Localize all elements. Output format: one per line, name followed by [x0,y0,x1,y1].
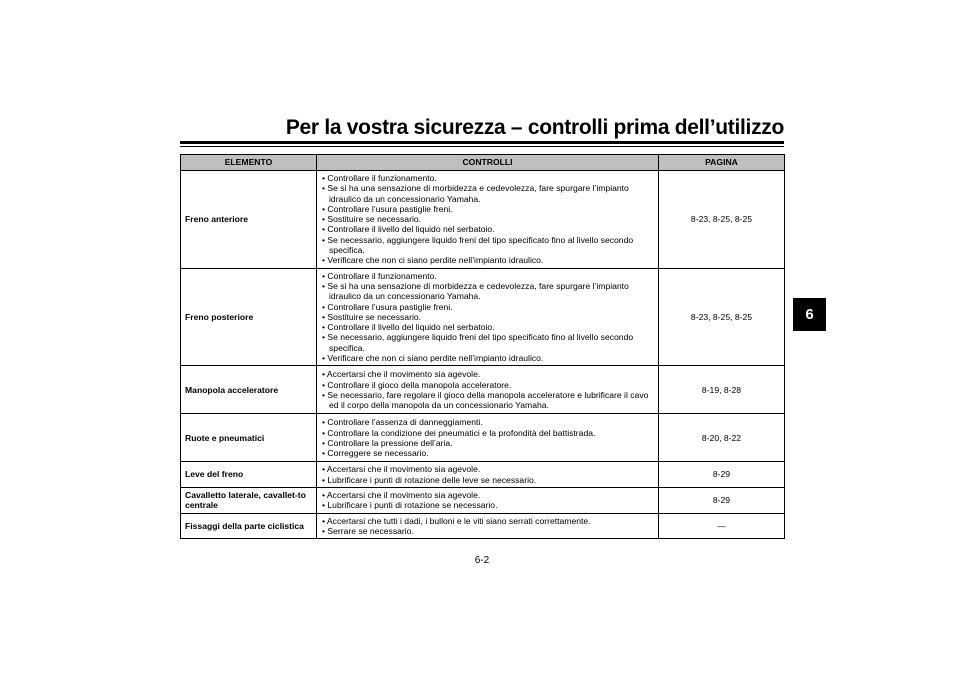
check-item: • Controllare il livello del liquido nel serbatoio. [322,224,495,235]
table-row [181,414,785,462]
title-rule-thick [180,141,784,144]
column-header-checks: CONTROLLI [317,155,659,171]
check-item: • Lubrificare i punti di rotazione delle leve se necessario. [322,474,537,485]
check-item: • Accertarsi che tutti i dadi, i bulloni e le viti siano serrati correttamente. [322,515,591,526]
check-item: • Controllare il funzionamento. [322,270,437,281]
page-title: Per la vostra sicurezza – controlli prima dell’utilizzo [285,116,784,139]
table-row [181,487,785,513]
check-item: • Controllare il funzionamento. [322,173,437,183]
check-item: • Se si ha una sensazione di morbidezza e cedevolezza, fare spurgare l’impianto idraulico da un concessionario Yamaha. [322,183,629,204]
row-checks [317,171,659,269]
row-checks [317,366,659,414]
row-element-name: Freno posteriore [181,268,317,366]
row-page-reference: — [659,513,785,539]
check-item: • Serrare se necessario. [322,525,414,536]
check-item: • Correggere se necessario. [322,448,429,459]
table-row [181,366,785,414]
check-item: • Controllare l’usura pastiglie freni. [322,301,453,312]
column-header-page: PAGINA [659,155,785,171]
check-item: • Controllare la pressione dell’aria. [322,437,453,448]
row-element-name: Leve del freno [181,462,317,488]
title-rule-thin [180,146,784,147]
pre-operation-checklist-table [180,154,785,539]
row-element-name: Freno anteriore [181,171,317,269]
row-page-reference: 8-29 [659,462,785,488]
row-page-reference: 8-23, 8-25, 8-25 [659,268,785,366]
check-item: • Sostituire se necessario. [322,311,422,322]
check-item: • Verificare che non ci siano perdite nell’impianto idraulico. [322,353,544,364]
check-item: • Se necessario, aggiungere liquido freni del tipo specificato fino al livello secondo specifica. [322,234,634,256]
row-checks [317,462,659,488]
chapter-tab: 6 [793,298,826,331]
check-item: • Accertarsi che il movimento sia agevole. [322,464,481,475]
page-number: 6-2 [474,555,490,566]
column-header-element: ELEMENTO [181,155,317,171]
table-row [181,268,785,366]
row-element-name: Cavalletto laterale, cavallet-to centrale [181,487,317,513]
row-checks [317,487,659,513]
check-item: • Se si ha una sensazione di morbidezza e cedevolezza, fare spurgare l’impianto idraulico da un concessionario Yamaha. [322,280,629,302]
row-element-name: Ruote e pneumatici [181,414,317,462]
check-item: • Lubrificare i punti di rotazione se necessario. [322,500,498,511]
row-checks [317,268,659,366]
row-page-reference: 8-23, 8-25, 8-25 [659,171,785,269]
table-header-row [181,155,785,171]
check-item: • Se necessario, fare regolare il gioco della manopola acceleratore e lubrificare il cavo ed il corpo della manopola da un concessionario Yamaha. [322,389,649,411]
check-item: • Se necessario, aggiungere liquido freni del tipo specificato fino al livello secondo specifica. [322,332,634,353]
row-checks [317,513,659,539]
check-item: • Controllare il livello del liquido nel serbatoio. [322,322,495,333]
table-row [181,513,785,539]
check-item: • Accertarsi che il movimento sia agevole. [322,489,481,500]
check-item: • Accertarsi che il movimento sia agevole. [322,369,481,380]
row-element-name: Manopola acceleratore [181,366,317,414]
check-item: • Sostituire se necessario. [322,214,422,225]
row-page-reference: 8-29 [659,487,785,513]
check-item: • Verificare che non ci siano perdite nell’impianto idraulico. [322,255,544,266]
check-item: • Controllare la condizione dei pneumatici e la profondità del battistrada. [322,427,596,438]
table-row [181,171,785,269]
row-checks [317,414,659,462]
row-page-reference: 8-20, 8-22 [659,414,785,462]
row-element-name: Fissaggi della parte ciclistica [181,513,317,539]
check-item: • Controllare l’assenza di danneggiamenti. [322,417,483,428]
check-item: • Controllare l’usura pastiglie freni. [322,203,453,214]
check-item: • Controllare il gioco della manopola acceleratore. [322,379,512,390]
row-page-reference: 8-19, 8-28 [659,366,785,414]
table-row [181,462,785,488]
